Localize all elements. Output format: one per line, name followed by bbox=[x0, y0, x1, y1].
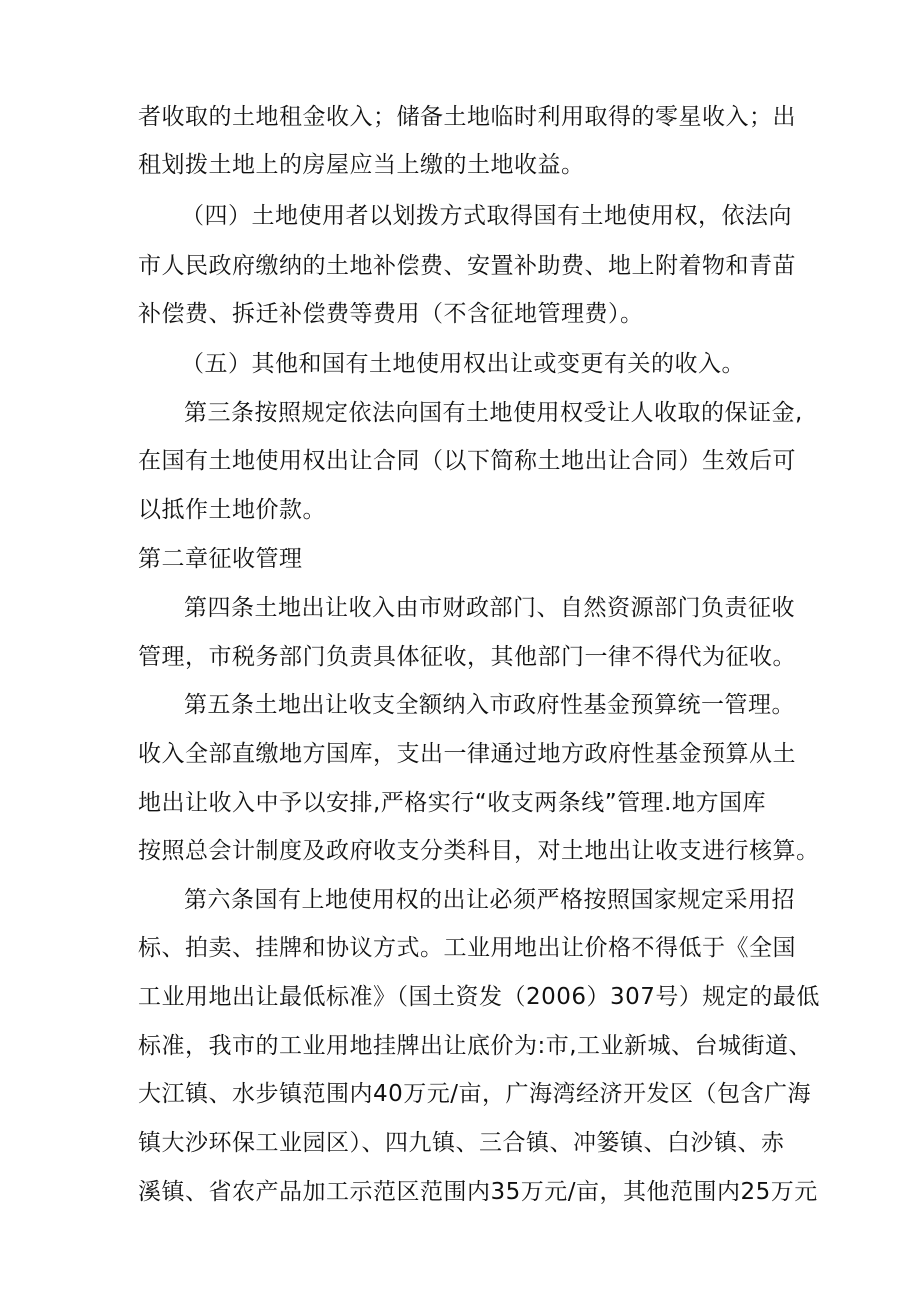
text-line-13: 第五条土地出让收支全额纳入市政府性基金预算统一管理。 bbox=[184, 692, 795, 718]
text-line-8: 在国有土地使用权出让合同（以下简称土地出让合同）生效后可 bbox=[138, 448, 796, 474]
text-line-11: 第四条土地出让收入由市财政部门、自然资源部门负责征收 bbox=[184, 595, 795, 621]
text-line-17: 第六条国有上地使用权的出让必须严格按照国家规定采用招 bbox=[184, 887, 795, 913]
text-line-15: 地出让收入中予以安排,严格实行“收支两条线”管理.地方国库 bbox=[138, 790, 766, 816]
text-line-16: 按照总会计制度及政府收支分类科目，对土地出让收支进行核算。 bbox=[138, 838, 820, 864]
text-line-12: 管理，市税务部门负责具体征收，其他部门一律不得代为征收。 bbox=[138, 644, 796, 670]
text-line-19: 工业用地出让最低标准》（国土资发（2006）307号）规定的最低 bbox=[138, 984, 820, 1010]
text-line-20: 标准，我市的工业用地挂牌出让底价为:市,工业新城、台城街道、 bbox=[138, 1033, 813, 1059]
text-line-1: 者收取的土地租金收入；储备土地临时利用取得的零星收入；出 bbox=[138, 104, 796, 130]
text-line-18: 标、拍卖、挂牌和协议方式。工业用地出让价格不得低于《全国 bbox=[138, 935, 796, 961]
text-line-2: 租划拨土地上的房屋应当上缴的土地收益。 bbox=[138, 152, 585, 178]
text-line-4: 市人民政府缴纳的土地补偿费、安置补助费、地上附着物和青苗 bbox=[138, 253, 796, 279]
text-line-7: 第三条按照规定依法向国有土地使用权受让人收取的保证金, bbox=[184, 400, 803, 426]
text-line-21: 大江镇、水步镇范围内40万元/亩，广海湾经济开发区（包含广海 bbox=[138, 1081, 812, 1107]
text-line-14: 收入全部直缴地方国库，支出一律通过地方政府性基金预算从土 bbox=[138, 741, 796, 767]
text-line-3: （四）土地使用者以划拨方式取得国有土地使用权，依法向 bbox=[181, 203, 792, 229]
section-heading: 第二章征收管理 bbox=[138, 546, 303, 572]
text-line-9: 以抵作土地价款。 bbox=[138, 497, 326, 523]
text-line-6: （五）其他和国有土地使用权出让或变更有关的收入。 bbox=[181, 351, 745, 377]
text-line-23: 溪镇、省农产品加工示范区范围内35万元/亩，其他范围内25万元 bbox=[138, 1179, 818, 1205]
text-line-5: 补偿费、拆迁补偿费等费用（不含征地管理费）。 bbox=[138, 301, 644, 327]
text-line-22: 镇大沙环保工业园区）、四九镇、三合镇、冲篓镇、白沙镇、赤 bbox=[138, 1130, 785, 1156]
